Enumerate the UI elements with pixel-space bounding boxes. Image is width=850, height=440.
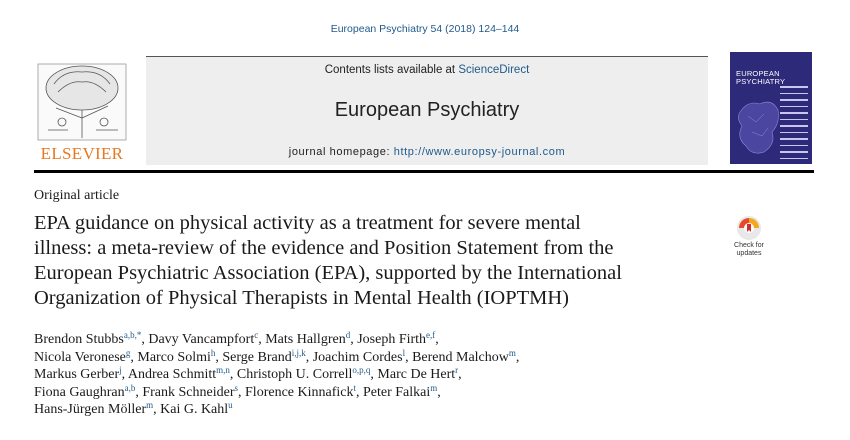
author-separator: , [153, 402, 161, 417]
author-name[interactable]: Mats Hallgren [265, 332, 346, 347]
homepage-line [146, 146, 708, 158]
article-type: Original article [34, 188, 120, 203]
author-line [34, 401, 794, 419]
crossmark-icon [728, 214, 770, 242]
homepage-prefix: journal homepage: [288, 146, 394, 158]
author-name[interactable]: Hans-Jürgen Möller [34, 402, 147, 417]
contents-prefix: Contents lists available at [324, 64, 459, 76]
author-affiliation-link[interactable]: u [228, 400, 233, 410]
author-list [34, 331, 794, 419]
author-separator: , [135, 384, 143, 400]
author-name[interactable]: Joachim Cordes [312, 349, 403, 365]
author-affiliation-link[interactable]: l [402, 347, 406, 358]
author-name[interactable]: Marco Solmi [137, 349, 211, 365]
author-name[interactable]: Peter Falkai [363, 384, 431, 400]
cover-title-line1: EUROPEAN [736, 69, 780, 78]
author-affiliation-link[interactable]: a,b,* [123, 330, 142, 340]
journal-header-box [146, 56, 708, 165]
author-name[interactable]: Christoph U. Correll [236, 367, 353, 382]
author-affiliation-link[interactable]: m [146, 400, 154, 410]
cover-title [736, 70, 806, 86]
author-affiliation-link[interactable]: h [210, 347, 216, 358]
author-affiliation-link[interactable]: m,n [216, 365, 230, 375]
author-name[interactable]: Serge Brand [222, 349, 292, 365]
author-separator: , [141, 332, 149, 347]
author-separator: , [356, 384, 363, 400]
title-line-2: illness: a meta-review of the evidence and Position Statement from the [34, 237, 614, 259]
journal-title: European Psychiatry [334, 99, 520, 121]
author-separator: , [437, 384, 441, 400]
author-separator: , [370, 367, 378, 382]
author-affiliation-link[interactable]: c [254, 330, 259, 340]
author-affiliation-link[interactable]: a,b [124, 382, 136, 393]
title-line-3: European Psychiatric Association (EPA), supported by the International [34, 262, 622, 284]
author-separator: , [238, 384, 246, 400]
author-affiliation-link[interactable]: m [430, 382, 438, 393]
author-affiliation-link[interactable]: r [455, 365, 459, 375]
author-separator: , [515, 349, 520, 365]
author-name[interactable]: Kai G. Kahl [160, 402, 229, 417]
author-affiliation-link[interactable]: t [353, 382, 356, 393]
author-name[interactable]: Frank Schneider [142, 384, 235, 400]
title-line-4: Organization of Physical Therapists in Mental Health (IOPTMH) [34, 287, 569, 309]
author-line [34, 349, 794, 367]
journal-homepage-link[interactable]: http://www.europsy-journal.com [393, 146, 566, 158]
cover-title-line2: PSYCHIATRY [736, 77, 786, 86]
author-affiliation-link[interactable]: j [119, 365, 122, 375]
author-separator: , [458, 367, 462, 382]
author-separator: , [350, 332, 358, 347]
sciencedirect-link[interactable]: ScienceDirect [458, 64, 530, 76]
elsevier-wordmark: ELSEVIER [40, 144, 124, 163]
author-separator: , [435, 332, 439, 347]
author-name[interactable]: Markus Gerber [34, 367, 120, 382]
author-affiliation-link[interactable]: m [508, 347, 516, 358]
author-affiliation-link[interactable]: i,j,k [291, 347, 306, 358]
author-affiliation-link[interactable]: g [125, 347, 131, 358]
article-title [34, 211, 734, 311]
author-affiliation-link[interactable]: o,p,q [352, 365, 371, 375]
author-separator: , [305, 349, 313, 365]
author-name[interactable]: Nicola Veronese [34, 349, 126, 365]
author-name[interactable]: Marc De Hert [377, 367, 456, 382]
author-name[interactable]: Florence Kinnafick [245, 384, 354, 400]
author-affiliation-link[interactable]: d [345, 330, 351, 340]
crossmark-line1: Check for [734, 242, 764, 249]
author-separator: , [130, 349, 138, 365]
crossmark-line2: updates [736, 250, 762, 257]
journal-cover-image[interactable] [730, 52, 812, 164]
journal-reference[interactable]: European Psychiatry 54 (2018) 124–144 [330, 23, 520, 35]
author-separator: , [258, 332, 266, 347]
europe-map-icon [734, 92, 784, 160]
title-line-1: EPA guidance on physical activity as a treatment for severe mental [34, 212, 581, 234]
author-name[interactable]: Davy Vancampfort [148, 332, 255, 347]
author-separator: , [229, 367, 237, 382]
author-name[interactable]: Fiona Gaughran [34, 384, 125, 400]
author-line [34, 366, 794, 384]
cover-contents-lines [780, 86, 808, 164]
author-separator: , [215, 349, 223, 365]
author-separator: , [405, 349, 413, 365]
author-line [34, 384, 794, 402]
author-name[interactable]: Andrea Schmitt [127, 367, 217, 382]
author-line [34, 331, 794, 349]
author-separator: , [121, 367, 128, 382]
header-divider [34, 170, 814, 173]
author-affiliation-link[interactable]: e,f [426, 330, 436, 340]
author-name[interactable]: Berend Malchow [412, 349, 509, 365]
author-affiliation-link[interactable]: s [234, 382, 239, 393]
author-name[interactable]: Brendon Stubbs [34, 332, 124, 347]
check-for-updates-label[interactable] [722, 242, 776, 258]
contents-line [146, 64, 708, 76]
author-name[interactable]: Joseph Firth [357, 332, 427, 347]
